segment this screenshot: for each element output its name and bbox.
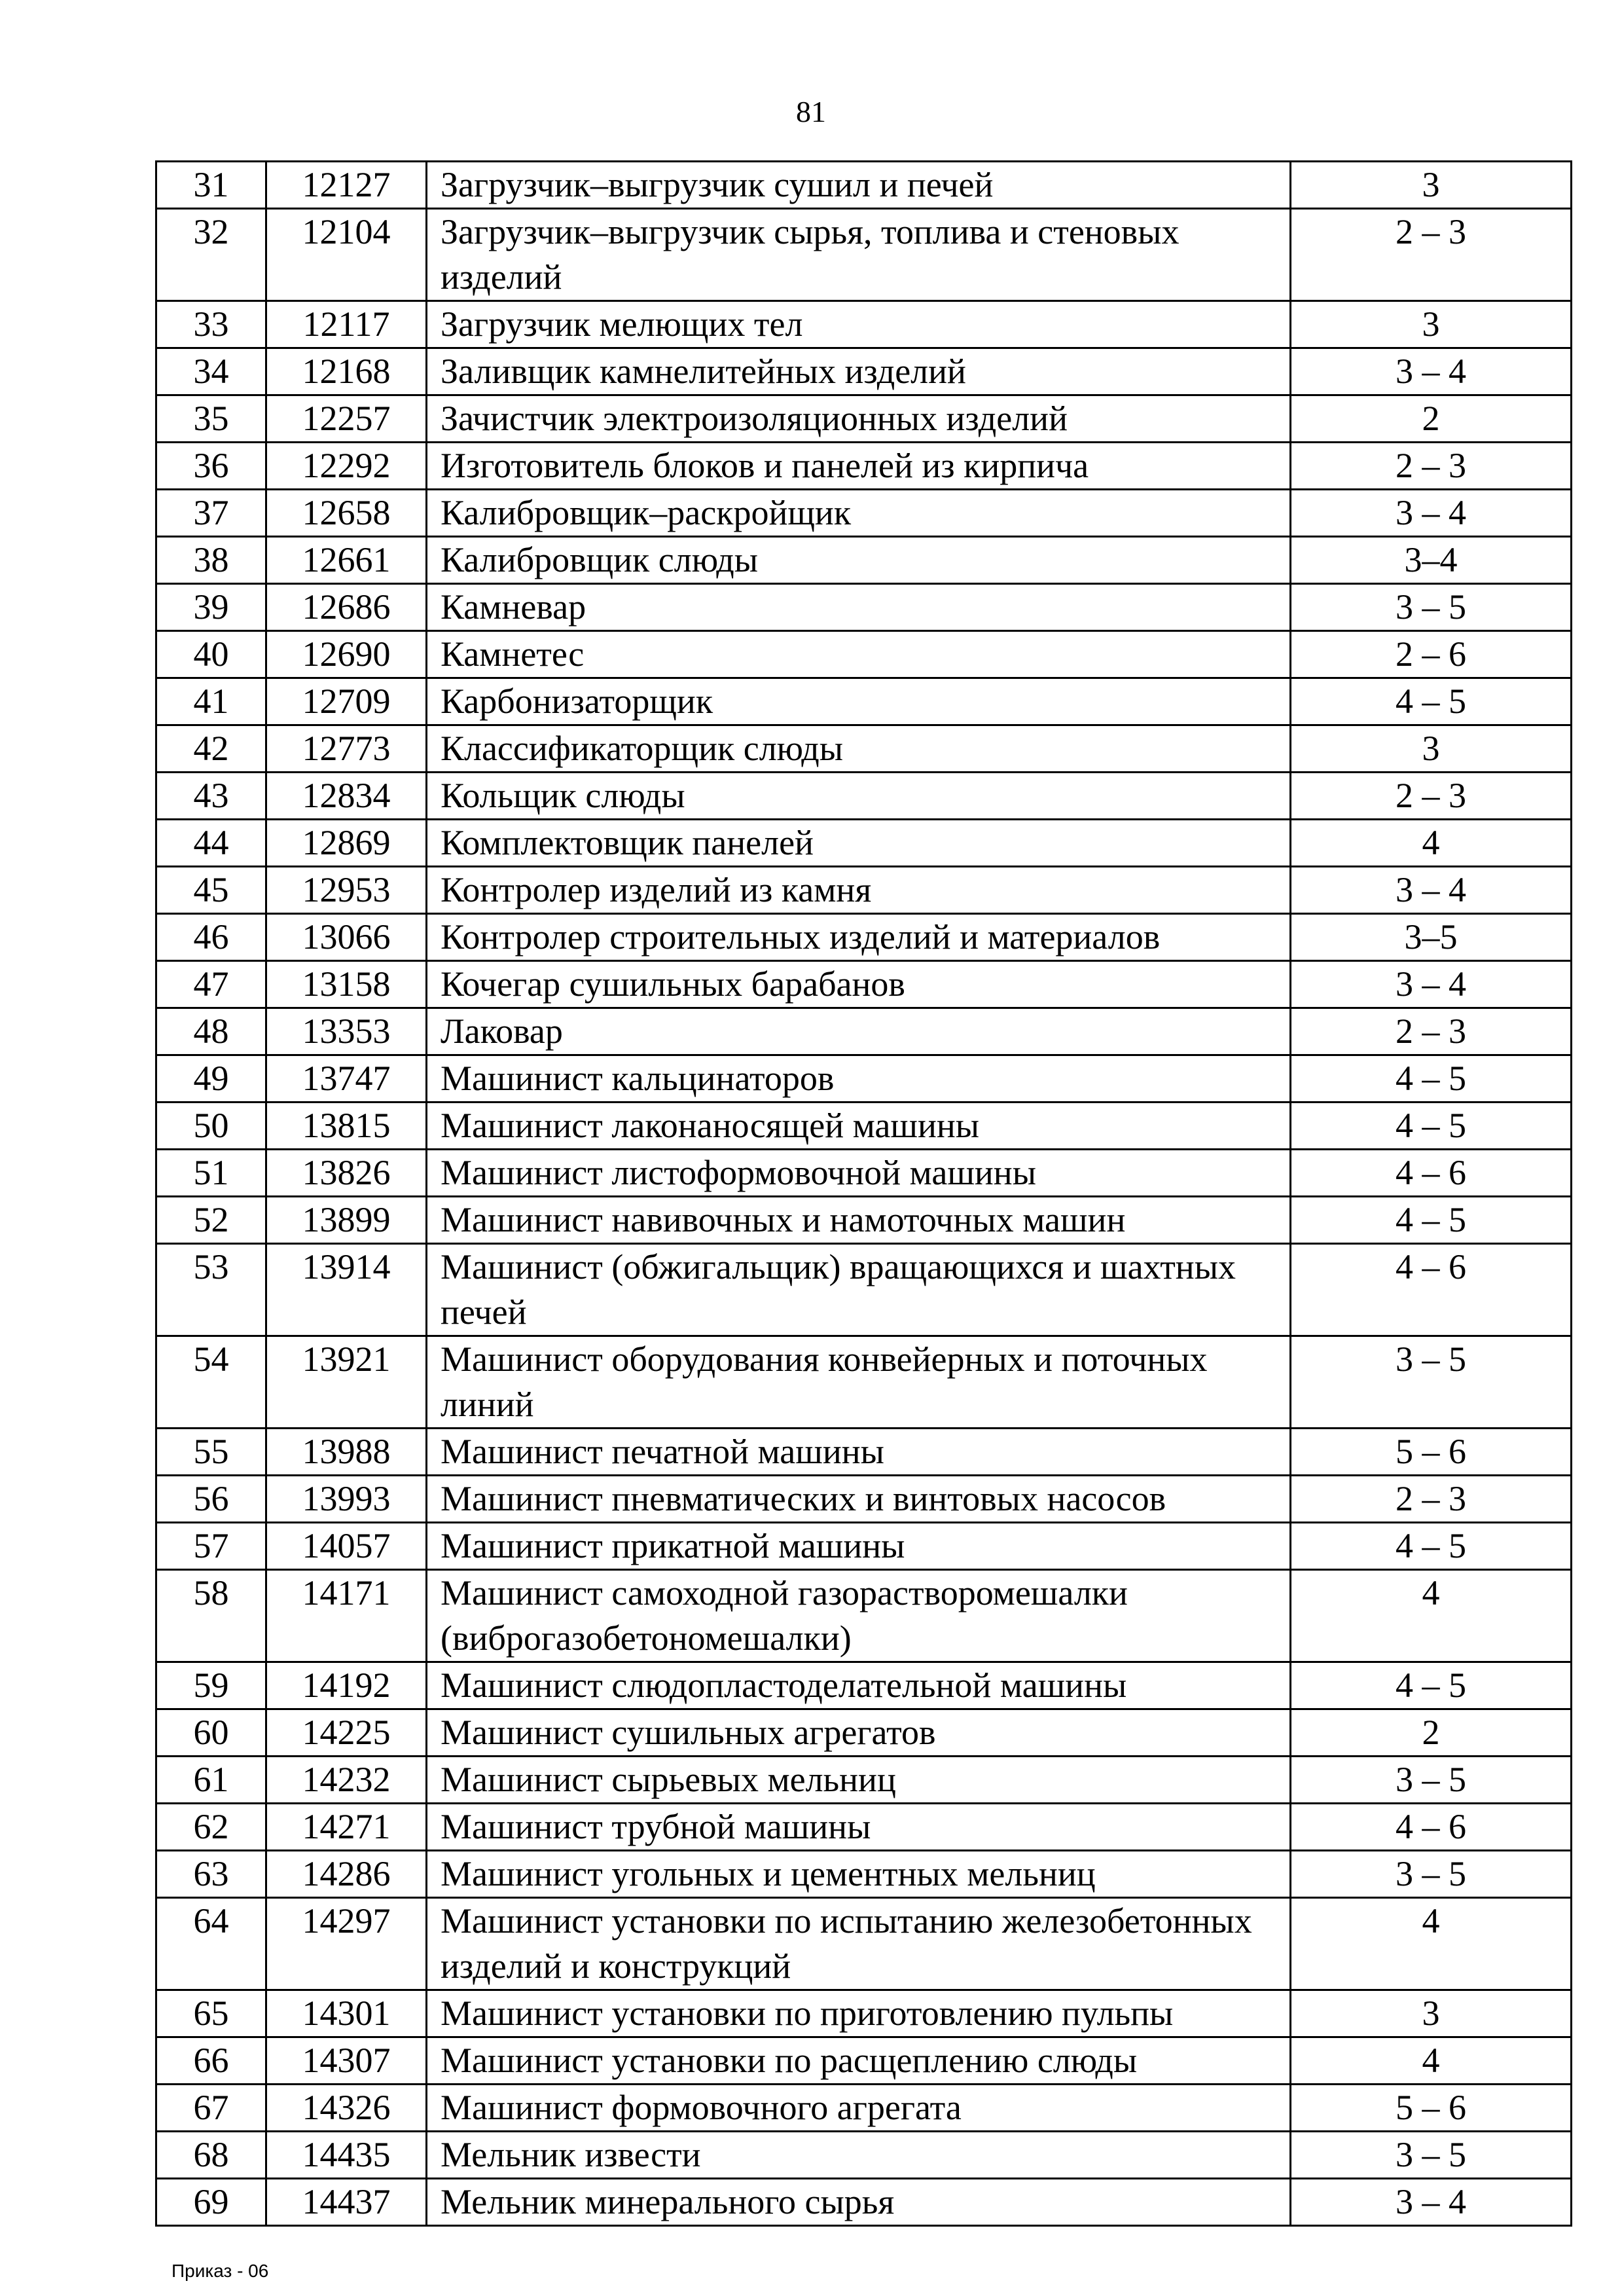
- profession-code: 13988: [266, 1429, 427, 1476]
- table-row: [156, 961, 1572, 1008]
- grade-range: 2 – 3: [1291, 1008, 1572, 1055]
- profession-code: 14057: [266, 1523, 427, 1570]
- profession-code: 12834: [266, 773, 427, 820]
- profession-title: Камневар: [427, 584, 1291, 631]
- row-number: 67: [156, 2085, 266, 2132]
- row-number: 53: [156, 1244, 266, 1336]
- row-number: 57: [156, 1523, 266, 1570]
- table-row: [156, 1150, 1572, 1197]
- table-row: [156, 1476, 1572, 1523]
- table-row: [156, 820, 1572, 867]
- profession-title: Машинист установки по испытанию железобетонных изделий и конструкций: [427, 1898, 1291, 1990]
- grade-range: 4 – 5: [1291, 1662, 1572, 1709]
- profession-title: Машинист листоформовочной машины: [427, 1150, 1291, 1197]
- row-number: 43: [156, 773, 266, 820]
- grade-range: 3–4: [1291, 537, 1572, 584]
- profession-title: Машинист слюдопластоделательной машины: [427, 1662, 1291, 1709]
- table-row: [156, 1055, 1572, 1102]
- grade-range: 2 – 6: [1291, 631, 1572, 678]
- profession-code: 13066: [266, 914, 427, 961]
- grade-range: 3 – 4: [1291, 348, 1572, 395]
- profession-code: 13353: [266, 1008, 427, 1055]
- profession-title: Машинист (обжигальщик) вращающихся и шахтных печей: [427, 1244, 1291, 1336]
- profession-code: 14297: [266, 1898, 427, 1990]
- row-number: 56: [156, 1476, 266, 1523]
- profession-code: 12773: [266, 725, 427, 773]
- row-number: 64: [156, 1898, 266, 1990]
- row-number: 63: [156, 1851, 266, 1898]
- grade-range: 4 – 5: [1291, 1523, 1572, 1570]
- table-row: [156, 1851, 1572, 1898]
- profession-code: 13914: [266, 1244, 427, 1336]
- profession-title: Зачистчик электроизоляционных изделий: [427, 395, 1291, 443]
- row-number: 38: [156, 537, 266, 584]
- profession-title: Машинист сушильных агрегатов: [427, 1709, 1291, 1757]
- row-number: 35: [156, 395, 266, 443]
- row-number: 44: [156, 820, 266, 867]
- grade-range: 3 – 4: [1291, 867, 1572, 914]
- row-number: 65: [156, 1990, 266, 2037]
- grade-range: 5 – 6: [1291, 1429, 1572, 1476]
- row-number: 39: [156, 584, 266, 631]
- table-row: [156, 1008, 1572, 1055]
- table-row: [156, 867, 1572, 914]
- profession-code: 14435: [266, 2132, 427, 2179]
- table-row: [156, 348, 1572, 395]
- table-row: [156, 1757, 1572, 1804]
- table-row: [156, 490, 1572, 537]
- grade-range: 3 – 5: [1291, 1336, 1572, 1429]
- row-number: 58: [156, 1570, 266, 1662]
- profession-title: Лаковар: [427, 1008, 1291, 1055]
- profession-title: Машинист прикатной машины: [427, 1523, 1291, 1570]
- row-number: 54: [156, 1336, 266, 1429]
- table-row: [156, 1102, 1572, 1150]
- profession-title: Изготовитель блоков и панелей из кирпича: [427, 443, 1291, 490]
- profession-code: 13921: [266, 1336, 427, 1429]
- profession-code: 12869: [266, 820, 427, 867]
- row-number: 55: [156, 1429, 266, 1476]
- profession-code: 12104: [266, 209, 427, 301]
- table-row: [156, 1804, 1572, 1851]
- grade-range: 4 – 5: [1291, 678, 1572, 725]
- profession-title: Машинист установки по расщеплению слюды: [427, 2037, 1291, 2085]
- grade-range: 3: [1291, 301, 1572, 348]
- grade-range: 2: [1291, 1709, 1572, 1757]
- profession-code: 12127: [266, 162, 427, 209]
- grade-range: 2 – 3: [1291, 773, 1572, 820]
- row-number: 36: [156, 443, 266, 490]
- profession-code: 13826: [266, 1150, 427, 1197]
- row-number: 31: [156, 162, 266, 209]
- profession-code: 14301: [266, 1990, 427, 2037]
- grade-range: 4 – 6: [1291, 1244, 1572, 1336]
- grade-range: 3: [1291, 725, 1572, 773]
- row-number: 51: [156, 1150, 266, 1197]
- profession-code: 13158: [266, 961, 427, 1008]
- profession-code: 12257: [266, 395, 427, 443]
- table-row: [156, 2037, 1572, 2085]
- profession-title: Машинист установки по приготовлению пульпы: [427, 1990, 1291, 2037]
- row-number: 48: [156, 1008, 266, 1055]
- profession-table: [155, 160, 1572, 2227]
- row-number: 46: [156, 914, 266, 961]
- profession-title: Мельник извести: [427, 2132, 1291, 2179]
- grade-range: 3 – 4: [1291, 490, 1572, 537]
- profession-title: Заливщик камнелитейных изделий: [427, 348, 1291, 395]
- profession-code: 12292: [266, 443, 427, 490]
- profession-title: Машинист кальцинаторов: [427, 1055, 1291, 1102]
- profession-code: 13993: [266, 1476, 427, 1523]
- row-number: 37: [156, 490, 266, 537]
- table-row: [156, 1709, 1572, 1757]
- grade-range: 2: [1291, 395, 1572, 443]
- profession-code: 12658: [266, 490, 427, 537]
- profession-code: 14192: [266, 1662, 427, 1709]
- table-row: [156, 1336, 1572, 1429]
- profession-title: Машинист угольных и цементных мельниц: [427, 1851, 1291, 1898]
- table-row: [156, 395, 1572, 443]
- row-number: 60: [156, 1709, 266, 1757]
- profession-title: Машинист пневматических и винтовых насосов: [427, 1476, 1291, 1523]
- grade-range: 3 – 5: [1291, 2132, 1572, 2179]
- grade-range: 4: [1291, 1570, 1572, 1662]
- profession-title: Контролер изделий из камня: [427, 867, 1291, 914]
- table-row: [156, 1662, 1572, 1709]
- profession-code: 14326: [266, 2085, 427, 2132]
- table-row: [156, 725, 1572, 773]
- grade-range: 4 – 5: [1291, 1055, 1572, 1102]
- profession-code: 13747: [266, 1055, 427, 1102]
- table-row: [156, 209, 1572, 301]
- profession-code: 14232: [266, 1757, 427, 1804]
- row-number: 66: [156, 2037, 266, 2085]
- row-number: 59: [156, 1662, 266, 1709]
- grade-range: 3: [1291, 162, 1572, 209]
- row-number: 68: [156, 2132, 266, 2179]
- page-number: 81: [796, 95, 826, 128]
- profession-code: 14437: [266, 2179, 427, 2226]
- grade-range: 4 – 6: [1291, 1150, 1572, 1197]
- table-row: [156, 162, 1572, 209]
- grade-range: 3 – 5: [1291, 1851, 1572, 1898]
- row-number: 34: [156, 348, 266, 395]
- grade-range: 4: [1291, 820, 1572, 867]
- row-number: 41: [156, 678, 266, 725]
- grade-range: 3 – 5: [1291, 1757, 1572, 1804]
- profession-title: Кольщик слюды: [427, 773, 1291, 820]
- profession-code: 13899: [266, 1197, 427, 1244]
- profession-title: Карбонизаторщик: [427, 678, 1291, 725]
- table-row: [156, 1990, 1572, 2037]
- table-row: [156, 537, 1572, 584]
- grade-range: 4: [1291, 1898, 1572, 1990]
- profession-title: Машинист лаконаносящей машины: [427, 1102, 1291, 1150]
- profession-title: Комплектовщик панелей: [427, 820, 1291, 867]
- profession-title: Машинист оборудования конвейерных и поточных линий: [427, 1336, 1291, 1429]
- grade-range: 3: [1291, 1990, 1572, 2037]
- grade-range: 3–5: [1291, 914, 1572, 961]
- profession-code: 13815: [266, 1102, 427, 1150]
- table-row: [156, 1429, 1572, 1476]
- grade-range: 4 – 5: [1291, 1102, 1572, 1150]
- profession-title: Калибровщик–раскройщик: [427, 490, 1291, 537]
- table-row: [156, 1523, 1572, 1570]
- grade-range: 5 – 6: [1291, 2085, 1572, 2132]
- profession-code: 14271: [266, 1804, 427, 1851]
- row-number: 69: [156, 2179, 266, 2226]
- row-number: 42: [156, 725, 266, 773]
- profession-code: 14286: [266, 1851, 427, 1898]
- profession-title: Машинист навивочных и намоточных машин: [427, 1197, 1291, 1244]
- table-row: [156, 301, 1572, 348]
- profession-code: 14171: [266, 1570, 427, 1662]
- row-number: 45: [156, 867, 266, 914]
- grade-range: 2 – 3: [1291, 1476, 1572, 1523]
- table-row: [156, 584, 1572, 631]
- grade-range: 2 – 3: [1291, 443, 1572, 490]
- grade-range: 4: [1291, 2037, 1572, 2085]
- grade-range: 3 – 4: [1291, 2179, 1572, 2226]
- profession-code: 14225: [266, 1709, 427, 1757]
- row-number: 50: [156, 1102, 266, 1150]
- table-row: [156, 631, 1572, 678]
- table-row: [156, 2085, 1572, 2132]
- grade-range: 3 – 5: [1291, 584, 1572, 631]
- table-body: [156, 162, 1572, 2226]
- profession-code: 12686: [266, 584, 427, 631]
- profession-title: Классификаторщик слюды: [427, 725, 1291, 773]
- profession-title: Машинист самоходной газорастворомешалки (виброгазобетономешалки): [427, 1570, 1291, 1662]
- table-row: [156, 914, 1572, 961]
- row-number: 52: [156, 1197, 266, 1244]
- row-number: 33: [156, 301, 266, 348]
- row-number: 32: [156, 209, 266, 301]
- grade-range: 4 – 6: [1291, 1804, 1572, 1851]
- profession-code: 12117: [266, 301, 427, 348]
- table-row: [156, 2132, 1572, 2179]
- row-number: 49: [156, 1055, 266, 1102]
- profession-code: 12661: [266, 537, 427, 584]
- table-row: [156, 678, 1572, 725]
- row-number: 62: [156, 1804, 266, 1851]
- profession-code: 12168: [266, 348, 427, 395]
- profession-title: Машинист сырьевых мельниц: [427, 1757, 1291, 1804]
- profession-title: Камнетес: [427, 631, 1291, 678]
- table-row: [156, 1570, 1572, 1662]
- table-row: [156, 773, 1572, 820]
- profession-title: Загрузчик мелющих тел: [427, 301, 1291, 348]
- profession-title: Загрузчик–выгрузчик сырья, топлива и стеновых изделий: [427, 209, 1291, 301]
- footer-label: Приказ - 06: [171, 2261, 269, 2281]
- row-number: 47: [156, 961, 266, 1008]
- profession-title: Мельник минерального сырья: [427, 2179, 1291, 2226]
- table-row: [156, 2179, 1572, 2226]
- profession-title: Калибровщик слюды: [427, 537, 1291, 584]
- grade-range: 4 – 5: [1291, 1197, 1572, 1244]
- table-row: [156, 1244, 1572, 1336]
- table-row: [156, 1197, 1572, 1244]
- grade-range: 3 – 4: [1291, 961, 1572, 1008]
- profession-code: 12953: [266, 867, 427, 914]
- row-number: 61: [156, 1757, 266, 1804]
- profession-code: 14307: [266, 2037, 427, 2085]
- grade-range: 2 – 3: [1291, 209, 1572, 301]
- profession-code: 12709: [266, 678, 427, 725]
- profession-title: Машинист трубной машины: [427, 1804, 1291, 1851]
- profession-title: Машинист формовочного агрегата: [427, 2085, 1291, 2132]
- profession-title: Контролер строительных изделий и материалов: [427, 914, 1291, 961]
- table-row: [156, 443, 1572, 490]
- profession-title: Кочегар сушильных барабанов: [427, 961, 1291, 1008]
- row-number: 40: [156, 631, 266, 678]
- profession-code: 12690: [266, 631, 427, 678]
- profession-title: Машинист печатной машины: [427, 1429, 1291, 1476]
- profession-title: Загрузчик–выгрузчик сушил и печей: [427, 162, 1291, 209]
- table-row: [156, 1898, 1572, 1990]
